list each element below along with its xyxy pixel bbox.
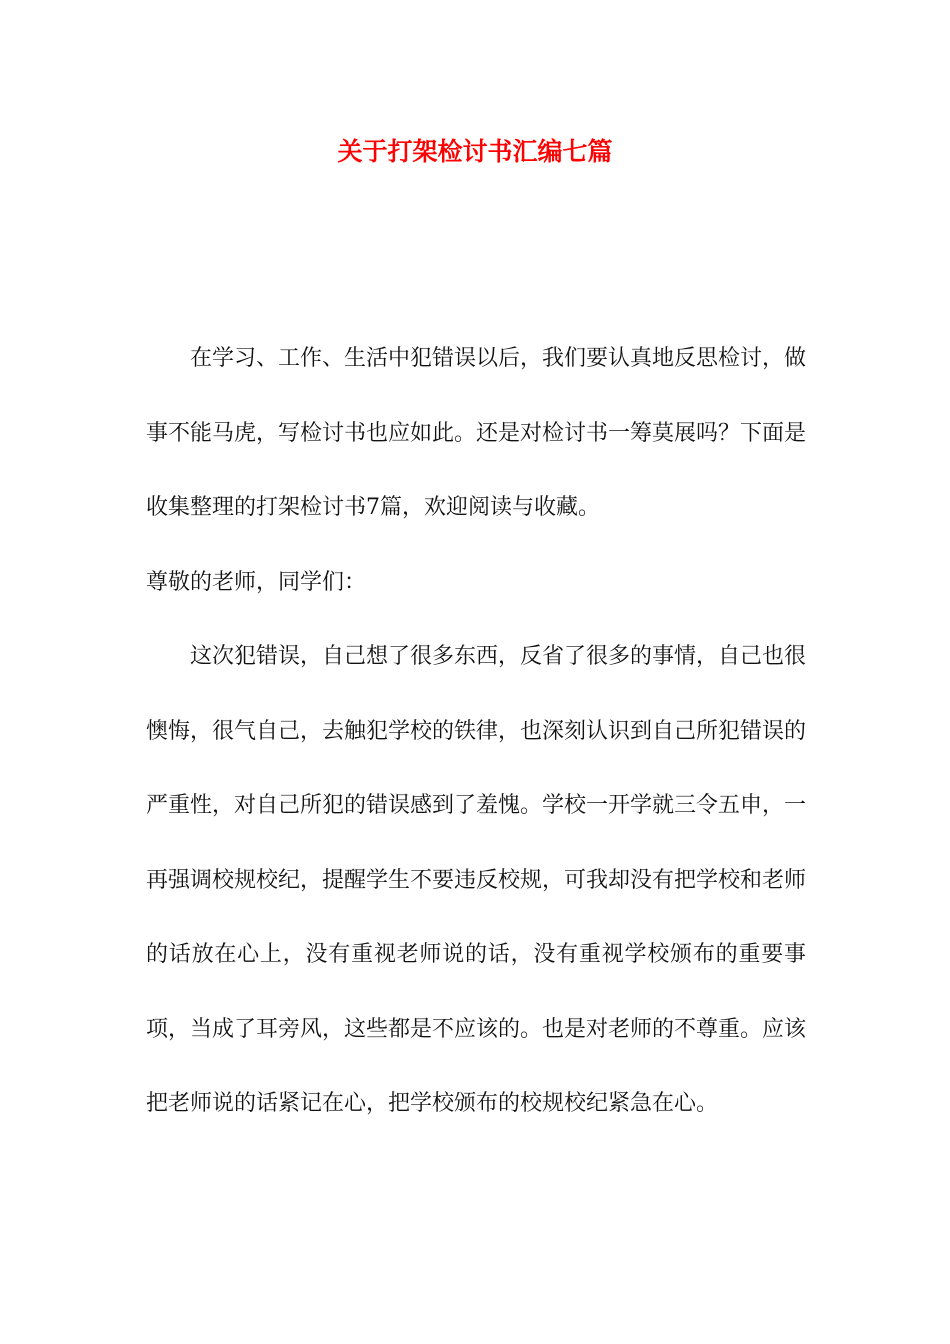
intro-paragraph: 在学习、工作、生活中犯错误以后，我们要认真地反思检讨，做事不能马虎，写检讨书也应如此。还是对检讨书一筹莫展吗？下面是收集整理的打架检讨书7篇，欢迎阅读与收藏。 (146, 346, 807, 520)
document-title: 关于打架检讨书汇编七篇 (337, 137, 613, 166)
body-paragraph: 这次犯错误，自己想了很多东西，反省了很多的事情，自己也很懊悔，很气自己，去触犯学校的铁律，也深刻认识到自己所犯错误的严重性，对自己所犯的错误感到了羞愧。学校一开学就三令五申，一再强调校规校纪，提醒学生不要违反校规，可我却没有把学校和老师的话放在心上，没有重视老师说的话，没有重视学校颁布的重要事项，当成了耳旁风，这些都是不应该的。也是对老师的不尊重。应该把老师说的话紧记在心，把学校颁布的校规校纪紧急在心。 (146, 644, 807, 1116)
document-body (146, 322, 806, 1142)
salutation: 尊敬的老师，同学们： (146, 569, 367, 595)
